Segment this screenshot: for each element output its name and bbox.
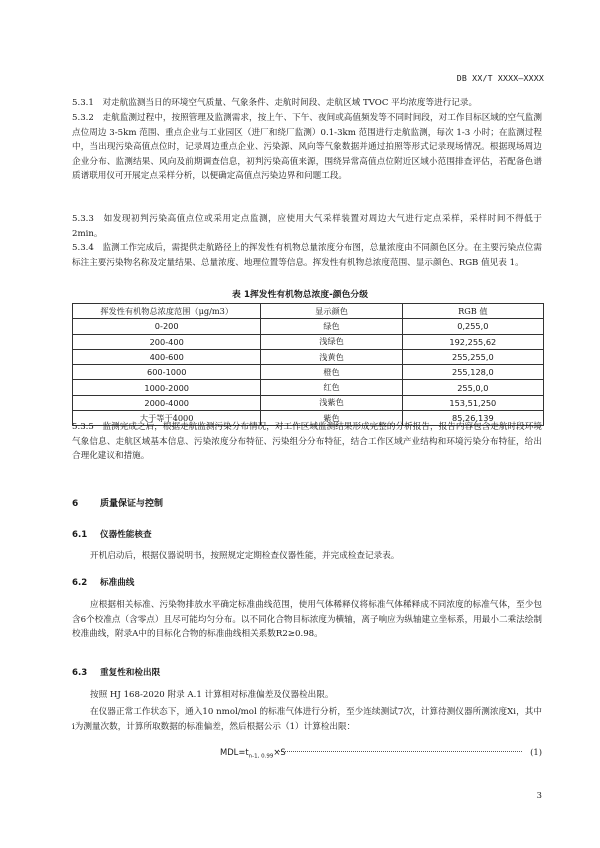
section-6-3-text-1: 按照 HJ 168-2020 附录 A.1 计算相对标准偏差及仪器检出限。	[90, 690, 334, 700]
table-row: 400-600 浅黄色 255,255,0	[73, 349, 544, 364]
section-6-1-number: 6.1	[72, 530, 88, 540]
section-6-1-text: 开机启动后，根据仪器说明书，按照规定定期检查仪器性能，并完成检查记录表。	[90, 551, 400, 561]
table-row: 大于等于4000 紫色 85,26,139	[73, 411, 544, 426]
formula-subscript: n-1, 0.99	[248, 753, 274, 760]
clause-5-3-4: 5.3.4 监测工作完成后，需提供走航路径上的挥发性有机物总量浓度分布图，总量浓度由不同颜色区分。在主要污染点位需标注主要污染物名称及定量结果、总量浓度、地理位置等信息。挥发性有机物总浓度范围、显示颜色、RGB 值见表 1。	[72, 243, 542, 268]
table-caption: 表 1挥发性有机物总浓度-颜色分级	[232, 290, 368, 300]
concentration-color-table	[72, 303, 544, 426]
section-6-3-number: 6.3	[72, 668, 88, 678]
clause-5-3-2: 5.3.2 走航监测过程中，按照管理及监测需求，按上午、下午、夜间或高值频发等不同时间段，对工作目标区域的空气监测点位周边 3-5km 范围、重点企业与工业园区（进厂和绕厂监测）0.1-3km 范围进行走航监测，每次 1-3 小时；在监测过程中，当出现污染高值点位时，记录周边重点企业、污染源、风向等气象数据并通过拍照等形式记录现场情况。根据现场周边企业分布、监测结果、风向及前期调查信息，初判污染高值来源，围绕异常高值点位附近区域小范围排查评估，若配备色谱质谱联用仪可开展定点采样分析，以便确定高值点污染边界和问题工段。	[72, 113, 542, 181]
formula-leader-dots	[277, 751, 522, 752]
header-rgb: RGB 值	[402, 304, 543, 319]
section-6-title: 质量保证与控制	[100, 499, 164, 509]
section-6-3-text-2: 在仪器正常工作状态下，通入10 nmol/mol 的标准气体进行分析，至少连续测试7次，计算待测仪器所测浓度Xi，其中i为测量次数，计算所取数据的标准偏差，然后根据公示（1）计算检出限：	[72, 707, 542, 732]
section-6-2-number: 6.2	[72, 578, 88, 588]
formula-lhs: MDL=t	[220, 747, 249, 757]
section-6-heading	[72, 496, 163, 509]
section-6-3-heading	[72, 666, 160, 678]
document-code: DB XX/T XXXX—XXXX	[456, 73, 544, 83]
clause-5-3-3: 5.3.3 如发现初判污染高值点位或采用定点监测，应使用大气采样装置对周边大气进行定点采样，采样时间不得低于 2min。	[72, 214, 542, 239]
section-6-2-heading	[72, 576, 134, 588]
section-6-2-title: 标准曲线	[100, 578, 135, 588]
formula-number: (1)	[530, 747, 542, 757]
section-6-1-title: 仪器性能核查	[100, 530, 152, 540]
header-concentration: 挥发性有机物总浓度范围（μg/m3）	[73, 304, 261, 319]
table-row: 0-200 绿色 0,255,0	[73, 319, 544, 334]
section-6-1-heading	[72, 528, 152, 540]
table-row: 2000-4000 浅紫色 153,51,250	[73, 395, 544, 410]
table-row: 200-400 浅绿色 192,255,62	[73, 334, 544, 349]
table-row: 1000-2000 红色 255,0,0	[73, 380, 544, 395]
section-6-2-text: 应根据相关标准、污染物排放水平确定标准曲线范围，使用气体稀释仪将标准气体稀释成不同浓度的标准气体，至少包含6个校准点（含零点）且尽可能均匀分布。以不同化合物目标浓度为横轴，离子响应为纵轴建立坐标系，用最小二乘法绘制校准曲线，附录A中的目标化合物的标准曲线相关系数R2≥0.98。	[72, 600, 542, 639]
formula-expression	[220, 747, 286, 760]
table-header-row	[73, 304, 544, 319]
table-row: 600-1000 橙色 255,128,0	[73, 365, 544, 380]
header-color: 显示颜色	[261, 304, 402, 319]
section-6-number: 6	[72, 499, 79, 509]
clause-5-3-1: 5.3.1 对走航监测当日的环境空气质量、气象条件、走航时间段、走航区域 TVOC 平均浓度等进行记录。	[72, 98, 478, 108]
formula-rhs: ×S	[273, 747, 286, 757]
clause-5-3-5: 5.3.5 监测完成之后，根据走航监测污染分布情况，对工作区域监测结果形成完整的分析报告，报告内容包含走航时段环境气象信息、走航区域基本信息、污染浓度分布特征、污染组分分布特征，结合工作区域产业结构和环境污染分布特征，给出合理化建议和措施。	[72, 422, 542, 461]
page-number: 3	[536, 790, 542, 800]
section-6-3-title: 重复性和检出限	[100, 668, 161, 678]
